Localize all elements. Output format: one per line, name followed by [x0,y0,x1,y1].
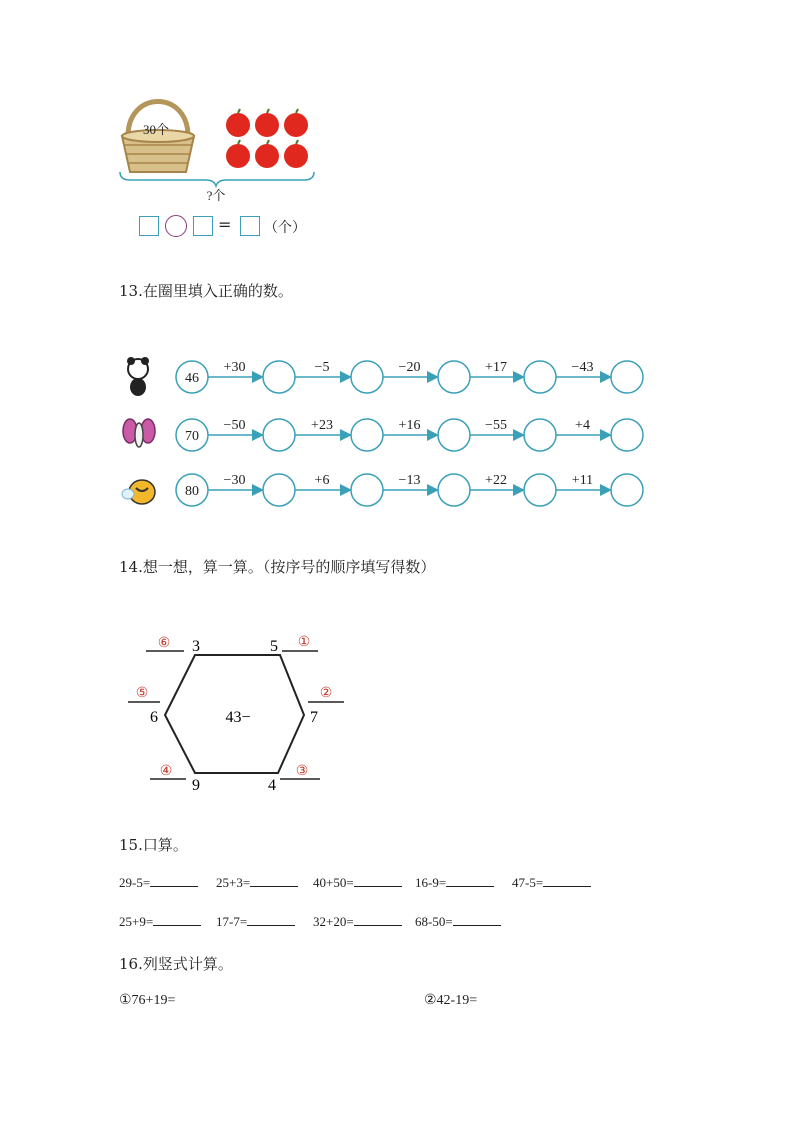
vertex-left: 6 [150,709,158,726]
operator-circle[interactable] [165,215,187,237]
total-brace [120,172,314,186]
operation-label: −5 [314,360,330,375]
operation-label: +6 [314,473,330,488]
answer-blank[interactable] [150,886,198,887]
basket-label: 30个 [142,122,170,137]
answer-circle[interactable] [351,474,383,506]
calc-item: 17-7= [216,914,295,930]
answer-circle[interactable] [351,361,383,393]
calc-item: 25+9= [119,914,201,930]
q14-title: 14.想一想，算一算。（按序号的顺序填写得数） [119,558,436,576]
equals-sign: = [218,215,232,234]
calc-item: 25+3= [216,875,298,891]
answer-circle[interactable] [351,419,383,451]
operation-label: +22 [485,473,507,488]
number-chain-diagram [118,350,658,520]
start-number: 70 [185,429,199,444]
order-marker-4: ④ [159,764,173,779]
butterfly-icon [123,419,155,447]
order-marker-5: ⑤ [135,686,149,701]
answer-circle[interactable] [611,474,643,506]
answer-circle[interactable] [611,361,643,393]
answer-blank[interactable] [250,886,298,887]
answer-blank[interactable] [354,925,402,926]
vertex-top-right: 5 [270,638,278,655]
answer-circle[interactable] [263,474,295,506]
answer-circle[interactable] [263,361,295,393]
answer-blank[interactable] [354,886,402,887]
total-label: ?个 [206,188,226,203]
q16-title: 16.列竖式计算。 [119,955,233,973]
operation-label: +4 [575,418,590,433]
vertex-right: 7 [310,709,318,726]
answer-circle[interactable] [524,361,556,393]
answer-blank[interactable] [543,886,591,887]
q13-title: 13.在圈里填入正确的数。 [119,282,293,300]
vertical-calc-1: ①76+19= [119,993,176,1008]
answer-circle[interactable] [438,361,470,393]
order-marker-2: ② [319,686,333,701]
vertex-bottom-right: 4 [268,777,276,794]
start-number: 46 [185,371,199,386]
operation-label: +17 [485,360,507,375]
calc-item: 16-9= [415,875,494,891]
operation-label: −13 [398,473,421,488]
answer-circle[interactable] [524,419,556,451]
hexagon-diagram [120,625,360,800]
basket-apples-illustration [110,90,330,205]
answer-blank[interactable] [247,925,295,926]
operation-label: +30 [223,360,246,375]
unit-label: （个） [264,220,306,236]
order-marker-6: ⑥ [157,636,171,651]
answer-blank[interactable] [153,925,201,926]
hexagon-center: 43− [225,709,251,726]
answer-circle[interactable] [611,419,643,451]
calc-item: 47-5= [512,875,591,891]
operation-label: −55 [485,418,507,433]
panda-icon [127,357,149,396]
operation-label: +16 [398,418,421,433]
operation-label: −20 [398,360,421,375]
vertical-calc-2: ②42-19= [424,993,478,1008]
answer-circle[interactable] [263,419,295,451]
answer-box-1[interactable] [139,216,159,236]
operation-label: −50 [223,418,246,433]
calc-item: 29-5= [119,875,198,891]
apple-icons [226,113,308,168]
answer-circle[interactable] [438,419,470,451]
operation-label: −43 [571,360,594,375]
operation-label: −30 [223,473,246,488]
order-marker-1: ① [297,635,311,650]
vertex-top-left: 3 [192,638,200,655]
q15-title: 15.口算。 [119,836,188,854]
answer-box-2[interactable] [193,216,213,236]
bee-icon [122,480,155,504]
answer-box-3[interactable] [240,216,260,236]
answer-blank[interactable] [453,925,501,926]
answer-circle[interactable] [524,474,556,506]
answer-circle[interactable] [438,474,470,506]
start-number: 80 [185,484,199,499]
calc-item: 68-50= [415,914,501,930]
answer-blank[interactable] [446,886,494,887]
calc-item: 40+50= [313,875,402,891]
order-marker-3: ③ [295,764,309,779]
calc-item: 32+20= [313,914,402,930]
operation-label: +23 [311,418,333,433]
operation-label: +11 [571,473,594,488]
vertex-bottom-left: 9 [192,777,200,794]
